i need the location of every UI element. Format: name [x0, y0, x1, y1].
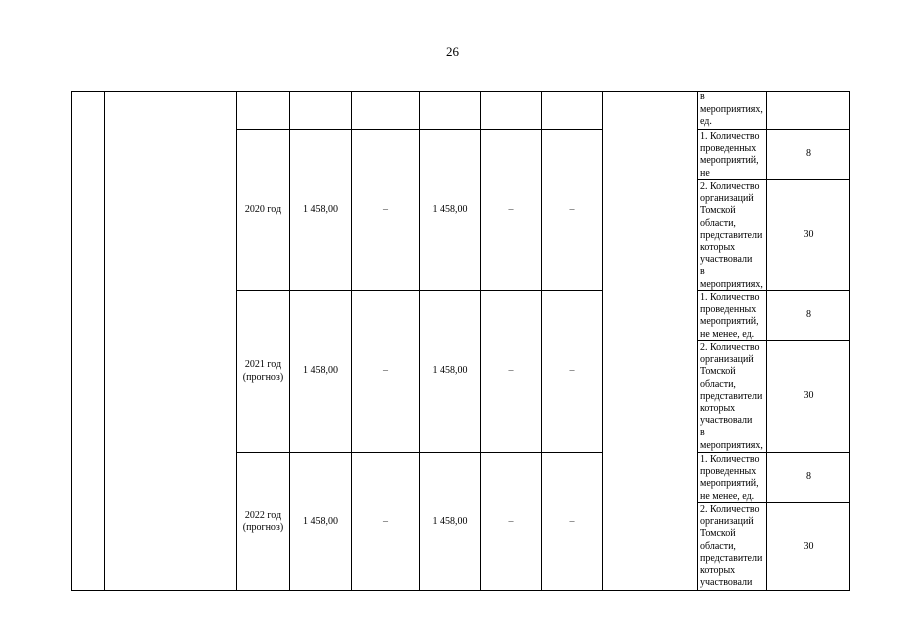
top-col-b-cell: [419, 91, 480, 129]
executor-cell: [602, 91, 697, 591]
indicator-text: 1. Количество проведенных мероприятий, не: [697, 129, 766, 179]
col-c-cell: –: [480, 290, 541, 452]
indicator-value: 30: [766, 340, 850, 452]
col-d-cell: –: [541, 290, 602, 452]
indicator-text: 1. Количество проведенных мероприятий, не менее, ед.: [697, 290, 766, 340]
indicator-text: в мероприятиях, ед.: [697, 91, 766, 129]
indicator-value: [766, 91, 850, 129]
col-b-cell: 1 458,00: [419, 452, 480, 591]
indicator-text: 1. Количество проведенных мероприятий, не менее, ед.: [697, 452, 766, 502]
indicator-value: 30: [766, 502, 850, 591]
number-column-cell: [71, 91, 104, 591]
col-d-cell: –: [541, 129, 602, 290]
indicator-text: 2. Количество организаций Томской области, представители которых участвовали в мероприятиях,: [697, 179, 766, 290]
col-c-cell: –: [480, 129, 541, 290]
indicator-text: 2. Количество организаций Томской области, представители которых участвовали: [697, 502, 766, 591]
year-cell: 2020 год: [236, 129, 289, 290]
top-col-c-cell: [480, 91, 541, 129]
measure-name-cell: [104, 91, 236, 591]
col-c-cell: –: [480, 452, 541, 591]
program-table: [71, 91, 850, 591]
col-a-cell: –: [351, 452, 419, 591]
top-col-d-cell: [541, 91, 602, 129]
indicator-value: 30: [766, 179, 850, 290]
col-d-cell: –: [541, 452, 602, 591]
top-col-a-cell: [351, 91, 419, 129]
col-b-cell: 1 458,00: [419, 290, 480, 452]
total-cell: 1 458,00: [289, 452, 351, 591]
indicator-value: 8: [766, 129, 850, 179]
total-cell: 1 458,00: [289, 129, 351, 290]
top-total-cell: [289, 91, 351, 129]
col-a-cell: –: [351, 290, 419, 452]
indicator-text: 2. Количество организаций Томской области, представители которых участвовали в мероприятиях,: [697, 340, 766, 452]
year-cell: 2022 год (прогноз): [236, 452, 289, 591]
col-a-cell: –: [351, 129, 419, 290]
total-cell: 1 458,00: [289, 290, 351, 452]
page-number: 26: [446, 44, 459, 59]
year-cell: 2021 год (прогноз): [236, 290, 289, 452]
top-year-cell: [236, 91, 289, 129]
col-b-cell: 1 458,00: [419, 129, 480, 290]
indicator-value: 8: [766, 290, 850, 340]
indicator-value: 8: [766, 452, 850, 502]
